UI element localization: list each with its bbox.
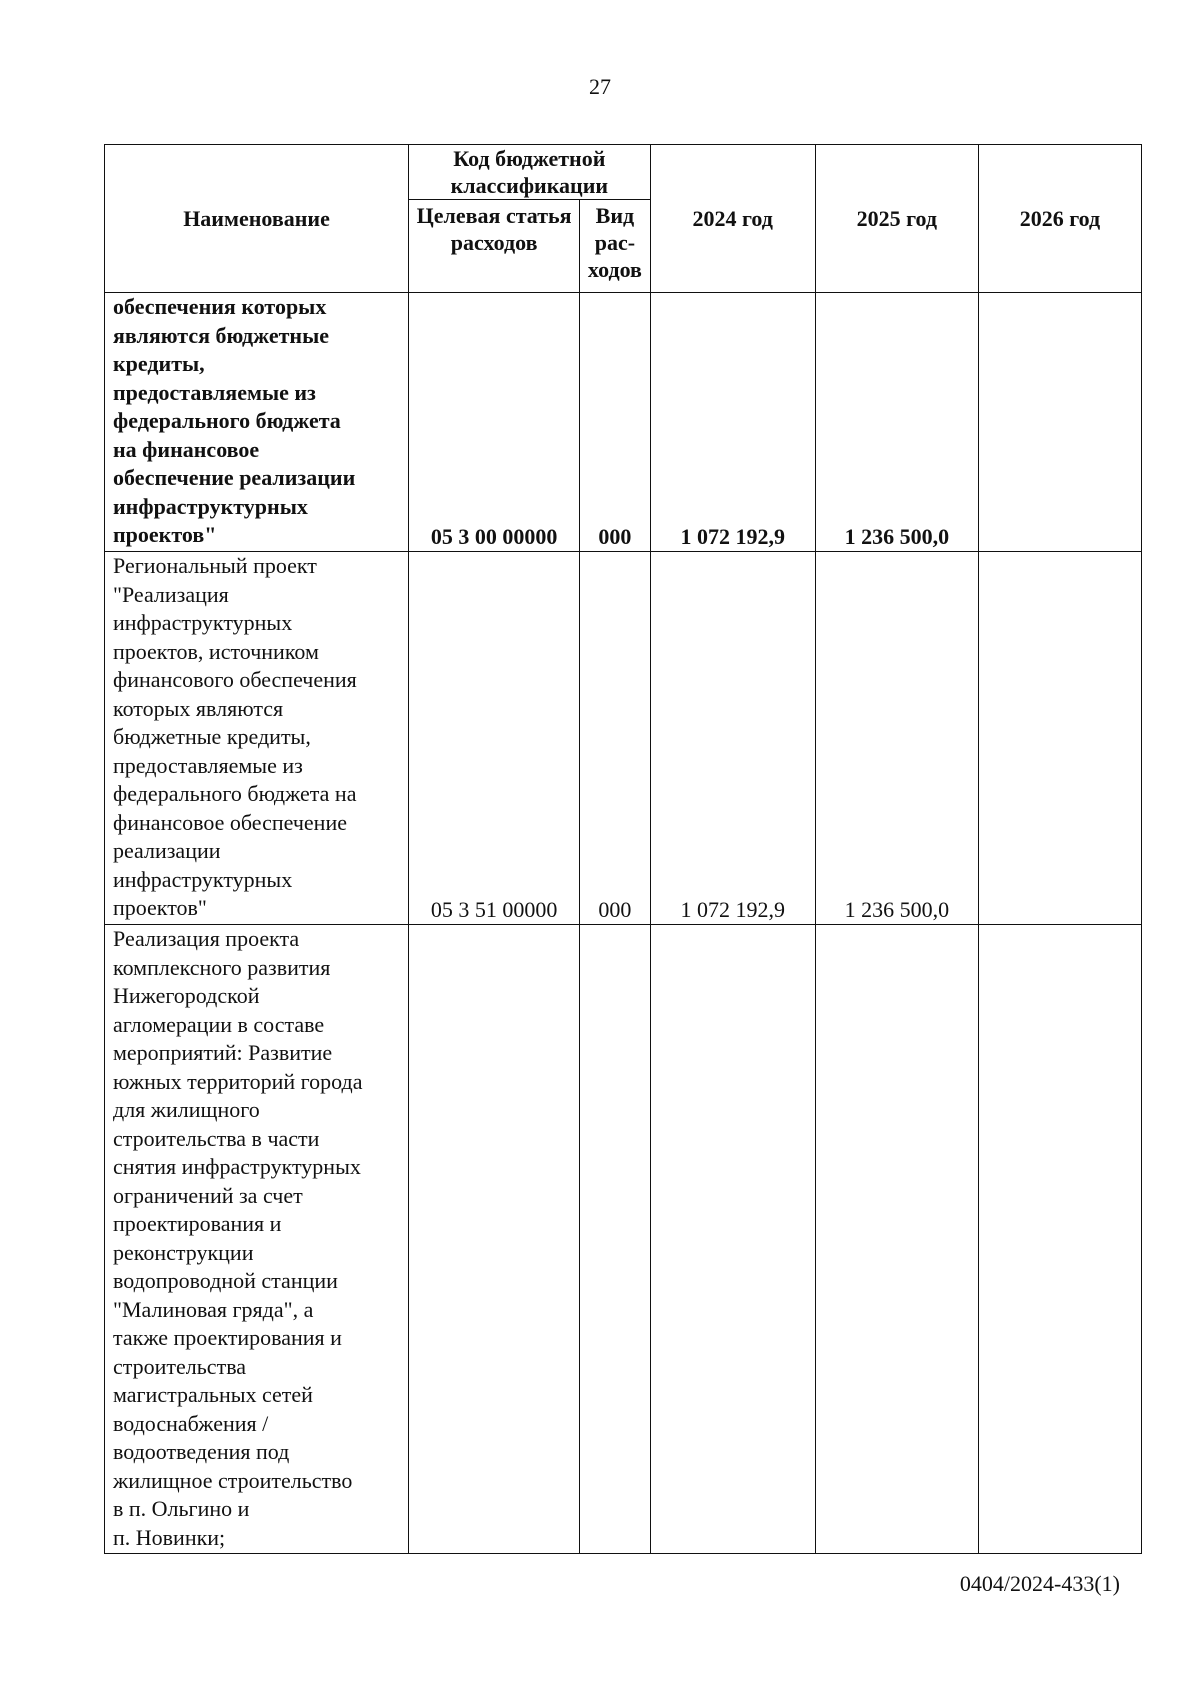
row-expense-kind xyxy=(580,925,650,1554)
row-expense-kind: 000 xyxy=(580,552,650,925)
row-target-article: 05 3 51 00000 xyxy=(409,552,580,925)
row-amount-2024: 1 072 192,9 xyxy=(650,293,815,552)
row-target-article: 05 3 00 00000 xyxy=(409,293,580,552)
document-code: 0404/2024-433(1) xyxy=(959,1571,1120,1596)
table-header-row xyxy=(105,145,1142,200)
row-amount-2024 xyxy=(650,925,815,1554)
row-expense-kind: 000 xyxy=(580,293,650,552)
row-amount-2026 xyxy=(978,925,1141,1554)
table-row xyxy=(105,925,1142,1554)
page-number: 27 xyxy=(589,74,611,99)
header-target-article: Целевая статья расходов xyxy=(409,200,580,293)
row-name: Реализация проекта комплексного развития Нижегородской агломерации в составе мероприятий: Развитие южных территорий города для жилищного строительства в части снятия инфраструктурных ограничений за счет проектирования и реконструкции водопроводной станции "Малиновая гряда", а также проектирования и строительства магистральных сетей водоснабжения / водоотведения под жилищное строительство в п. Ольгино и п. Новинки; xyxy=(105,925,409,1554)
row-amount-2026 xyxy=(978,552,1141,925)
header-budget-code-group: Код бюджетной классификации xyxy=(409,145,651,200)
header-expense-kind: Вид рас-ходов xyxy=(580,200,650,293)
header-year-2026: 2026 год xyxy=(978,145,1141,293)
row-name: Региональный проект "Реализация инфраструктурных проектов, источником финансового обеспечения которых являются бюджетные кредиты, предоставляемые из федерального бюджета на финансовое обеспечение реализации инфраструктурных проектов" xyxy=(105,552,409,925)
budget-table xyxy=(104,144,1142,1554)
header-year-2024: 2024 год xyxy=(650,145,815,293)
row-amount-2024: 1 072 192,9 xyxy=(650,552,815,925)
header-year-2025: 2025 год xyxy=(815,145,978,293)
table-row xyxy=(105,552,1142,925)
header-name: Наименование xyxy=(105,145,409,293)
row-amount-2026 xyxy=(978,293,1141,552)
table-row xyxy=(105,293,1142,552)
row-amount-2025: 1 236 500,0 xyxy=(815,293,978,552)
row-amount-2025: 1 236 500,0 xyxy=(815,552,978,925)
row-amount-2025 xyxy=(815,925,978,1554)
row-target-article xyxy=(409,925,580,1554)
row-name: обеспечения которых являются бюджетные кредиты, предоставляемые из федерального бюджета на финансовое обеспечение реализации инфраструктурных проектов" xyxy=(105,293,409,552)
